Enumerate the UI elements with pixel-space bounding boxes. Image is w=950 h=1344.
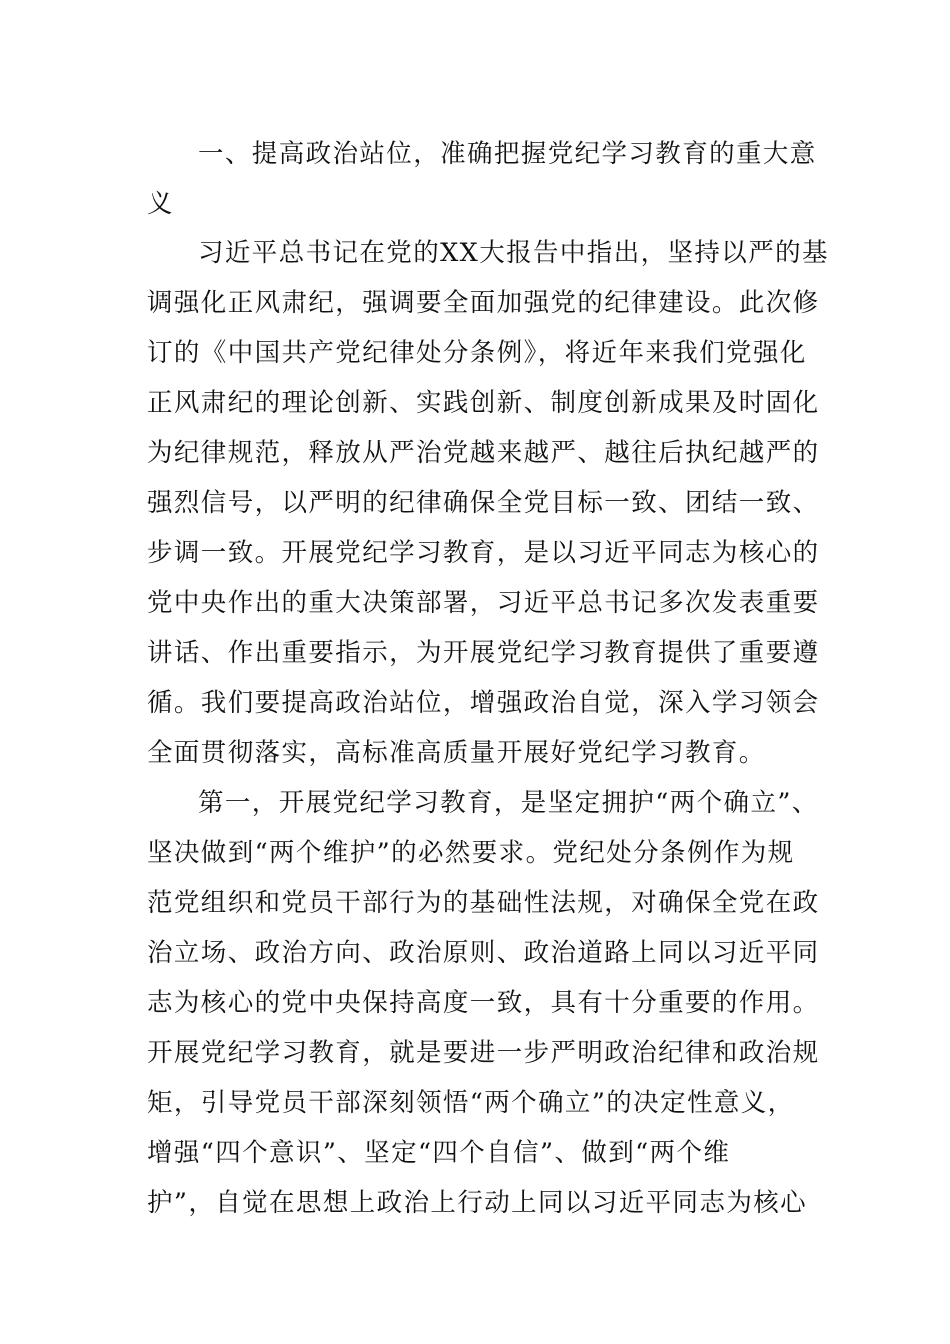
paragraph-2-line-7: 矩，引导党员干部深刻领悟“两个确立”的决定性意义， <box>147 1088 795 1118</box>
paragraph-1-line-6: 强烈信号，以严明的纪律确保全党目标一致、团结一致、 <box>147 488 820 518</box>
paragraph-2-line-2: 坚决做到“两个维护”的必然要求。党纪处分条例作为规 <box>147 838 795 868</box>
paragraph-2-line-5: 志为核心的党中央保持高度一致，具有十分重要的作用。 <box>147 988 820 1018</box>
paragraph-2-line-4: 治立场、政治方向、政治原则、政治道路上同以习近平同 <box>147 938 820 968</box>
paragraph-1-line-11: 全面贯彻落实，高标准高质量开展好党纪学习教育。 <box>147 738 766 768</box>
paragraph-2-line-1: 第一，开展党纪学习教育，是坚定拥护“两个确立”、 <box>198 788 819 818</box>
paragraph-1-line-1: 习近平总书记在党的XX大报告中指出，坚持以严的基 <box>198 238 829 268</box>
heading-line-2: 义 <box>147 189 174 219</box>
paragraph-2-line-6: 开展党纪学习教育，就是要进一步严明政治纪律和政治规 <box>147 1038 820 1068</box>
paragraph-2-line-8: 增强“四个意识”、坚定“四个自信”、做到“两个维 <box>147 1138 731 1168</box>
paragraph-1-line-3: 订的《中国共产党纪律处分条例》，将近年来我们党强化 <box>147 338 807 368</box>
paragraph-1-line-7: 步调一致。开展党纪学习教育，是以习近平同志为核心的 <box>147 538 820 568</box>
paragraph-2-line-3: 范党组织和党员干部行为的基础性法规，对确保全党在政 <box>147 888 820 918</box>
paragraph-1-line-2: 调强化正风肃纪，强调要全面加强党的纪律建设。此次修 <box>147 288 820 318</box>
paragraph-1-line-4: 正风肃纪的理论创新、实践创新、制度创新成果及时固化 <box>147 388 820 418</box>
paragraph-1-line-10: 循。我们要提高政治站位，增强政治自觉，深入学习领会 <box>147 688 820 718</box>
paragraph-1-line-8: 党中央作出的重大决策部署，习近平总书记多次发表重要 <box>147 588 820 618</box>
paragraph-1-line-9: 讲话、作出重要指示，为开展党纪学习教育提供了重要遵 <box>147 638 820 668</box>
paragraph-2-line-9: 护”，自觉在思想上政治上行动上同以习近平同志为核心 <box>147 1188 808 1218</box>
paragraph-1-line-5: 为纪律规范，释放从严治党越来越严、越往后执纪越严的 <box>147 438 820 468</box>
heading-line-1: 一、提高政治站位，准确把握党纪学习教育的重大意 <box>198 139 817 169</box>
